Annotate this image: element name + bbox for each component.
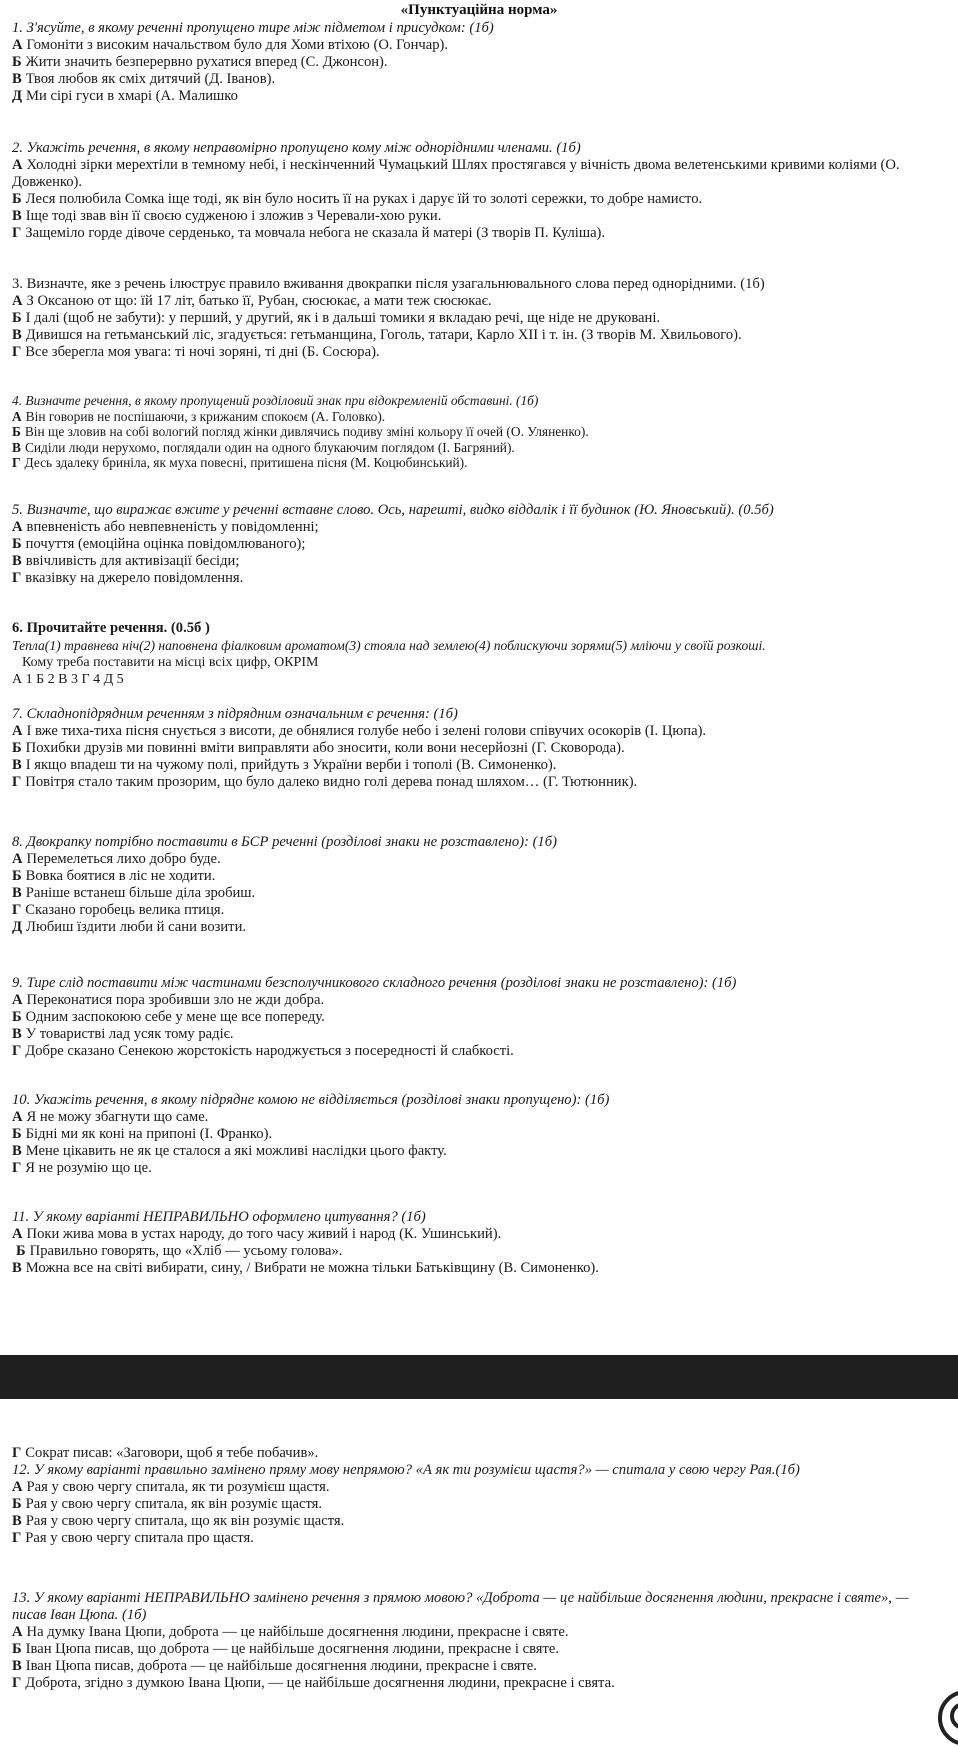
option-a: А Я не можу збагнути що саме.	[12, 1109, 209, 1125]
option-d: Д Ми сірі гуси в хмарі (А. Малишко	[12, 88, 238, 104]
question-1	[12, 20, 942, 105]
option-a: А Перемелеться лихо добро буде.	[12, 851, 221, 867]
floating-action-icon[interactable]	[938, 1690, 958, 1746]
option-a: А Він говорив не поспішаючи, з крижаним спокоєм (А. Головко).	[12, 408, 386, 424]
option-c: В Рая у свою чергу спитала, що як він розуміє щастя.	[12, 1513, 345, 1529]
option-b: Б Правильно говорять, що «Хліб — усьому голова».	[16, 1243, 343, 1259]
question-4	[12, 393, 942, 471]
question-text: 9. Тире слід поставити між частинами безсполучникового складного речення (розділові знаки не розставлено): (1б)	[12, 975, 737, 991]
option-c: В У товаристві лад усяк тому радіє.	[12, 1026, 234, 1042]
page-break-divider	[0, 1355, 958, 1399]
question-7	[12, 706, 942, 791]
option-b: Б Вовка боятися в ліс не ходити.	[12, 868, 216, 884]
option-b: Б Похибки друзів ми повинні вміти виправляти або зносити, коли вони несерйозні (Г. Сковорода).	[12, 740, 625, 756]
question-2	[12, 140, 942, 242]
option-d: Г Повітря стало таким прозорим, що було далеко видно голі дерева понад шляхом… (Г. Тютюнник).	[12, 774, 638, 790]
option-b: Б Він ще зловив на собі вологий погляд жінки дивлячись подиву зміні кольору її очей (О. Уляненко).	[12, 424, 589, 439]
option-c: В Можна все на світі вибирати, сину, / Вибрати не можна тільки Батьківщину (В. Симоненко).	[12, 1260, 599, 1276]
question-text: 3. Визначте, яке з речень ілюструє правило вживання двокрапки після узагальнювального слова перед однорідними. (1б)	[12, 276, 765, 292]
option-b: Б Жити значить безперервно рухатися вперед (С. Джонсон).	[12, 54, 388, 70]
question-text: 8. Двокрапку потрібно поставити в БСР реченні (розділові знаки не розставлено): (1б)	[12, 834, 557, 850]
question-11-continued	[12, 1445, 942, 1462]
option-b: Б І далі (щоб не забути): у перший, у другий, як і в дальші томики я вкладаю речі, ще ніде не друковані.	[12, 310, 661, 326]
question-11	[12, 1209, 942, 1277]
option-d: Г Я не розумію що це.	[12, 1160, 152, 1176]
answer-choices: А 1 Б 2 В 3 Г 4 Д 5	[12, 672, 124, 687]
option-c: В Іще тоді звав він її своєю судженою і зложив з Черевали-хою руки.	[12, 208, 442, 224]
question-text: 7. Складнопідрядним реченням з підрядним означальним є речення: (1б)	[12, 706, 458, 722]
option-b: Б почуття (емоційна оцінка повідомлюваного);	[12, 536, 306, 552]
option-a: А З Оксаною от що: їй 17 літ, батько її, Рубан, сюсюкає, а мати теж сюсюкає.	[12, 293, 492, 309]
option-d: Г Добре сказано Сенекою жорстокість народжується з посередності й слабкості.	[12, 1043, 514, 1059]
question-text: 12. У якому варіанті правильно замінено пряму мову непрямою? «А як ти розумієш щастя?» — спитала у свою чергу Рая.(1б)	[12, 1462, 800, 1478]
option-c: В Іван Цюпа писав, доброта — це найбільше досягнення людини, прекрасне і святе.	[12, 1658, 537, 1674]
option-c: В І якщо впадеш ти на чужому полі, прийдуть з України верби і тополі (В. Симоненко).	[12, 757, 557, 773]
question-text: 13. У якому варіанті НЕПРАВИЛЬНО замінено речення з прямою мовою? «Доброта — це найбільше досягнення людини, прекрасне і святе», — писав Іван Цюпа. (1б)	[12, 1590, 909, 1623]
question-prompt: Кому треба поставити на місці всіх цифр, ОКРІМ	[22, 655, 319, 670]
option-a: А Рая у свою чергу спитала, як ти розумієш щастя.	[12, 1479, 330, 1495]
option-a: А На думку Івана Цюпи, доброта — це найбільше досягнення людини, прекрасне і святе.	[12, 1624, 569, 1640]
question-text: 2. Укажіть речення, в якому неправомірно пропущено кому між однорідними членами. (1б)	[12, 140, 581, 156]
question-sentence: Тепла(1) травнева ніч(2) наповнена фіалковим ароматом(3) стояла над землею(4) поблискуючи зорями(5) мліючи у своїй розкоші.	[12, 638, 766, 653]
question-text: 10. Укажіть речення, в якому підрядне комою не відділяється (розділові знаки пропущено): (1б)	[12, 1092, 610, 1108]
question-text: 4. Визначте речення, в якому пропущений розділовий знак при відокремленій обставині. (1б)	[12, 393, 539, 408]
option-d: Г Сократ писав: «Заговори, щоб я тебе побачив».	[12, 1445, 319, 1461]
option-c: В Мене цікавить не як це сталося а які можливі наслідки цього факту.	[12, 1143, 447, 1159]
option-d: Г Сказано горобець велика птиця.	[12, 902, 225, 918]
option-a: А І вже тиха-тиха пісня снується з висоти, де обнялися голубе небо і зелені голови співучих осокорів (І. Цюпа).	[12, 723, 707, 739]
option-a: А Холодні зірки мерехтіли в темному небі, і нескінченний Чумацький Шлях простягався у вічність двома велетенськими кривими коліями (О. Довженко).	[12, 157, 900, 190]
option-d: Г вказівку на джерело повідомлення.	[12, 570, 244, 586]
question-text: 1. З'ясуйте, в якому реченні пропущено тире між підметом і присудком: (1б)	[12, 20, 494, 36]
option-d: Г Рая у свою чергу спитала про щастя.	[12, 1530, 254, 1546]
option-c: В ввічливість для активізації бесіди;	[12, 553, 240, 569]
option-c: В Твоя любов як сміх дитячий (Д. Іванов).	[12, 71, 276, 87]
question-8	[12, 834, 942, 936]
question-text: 5. Визначте, що виражає вжите у реченні вставне слово. Ось, нарешті, видко віддалік і її будинок (Ю. Яновський). (0.5б)	[12, 502, 774, 518]
question-5	[12, 502, 942, 587]
option-c: В Раніше встанеш більше діла зробиш.	[12, 885, 256, 901]
question-text: 6. Прочитайте речення. (0.5б )	[12, 620, 210, 636]
option-b: Б Леся полюбила Сомка іще тоді, як він було носить її на руках і дарує їй то золоті сережки, то добре намисто.	[12, 191, 703, 207]
circle-icon	[950, 1702, 958, 1730]
option-b: Б Одним заспокоюю себе у мене ще все попереду.	[12, 1009, 325, 1025]
option-c: В Дивишся на гетьманський ліс, згадується: гетьманщина, Гоголь, татари, Карло XII і т. ін. (З творів М. Хвильового).	[12, 327, 742, 343]
option-b: Б Бідні ми як коні на припоні (І. Франко).	[12, 1126, 273, 1142]
option-b: Б Іван Цюпа писав, що доброта — це найбільше досягнення людини, прекрасне і святе.	[12, 1641, 560, 1657]
question-text: 11. У якому варіанті НЕПРАВИЛЬНО оформлено цитування? (1б)	[12, 1209, 426, 1225]
option-a: А Поки жива мова в устах народу, до того часу живий і народ (К. Ушинський).	[12, 1226, 502, 1242]
question-9	[12, 975, 942, 1060]
option-b: Б Рая у свою чергу спитала, як він розуміє щастя.	[12, 1496, 322, 1512]
question-10	[12, 1092, 942, 1177]
question-12	[12, 1462, 942, 1547]
option-a: А Переконатися пора зробивши зло не жди добра.	[12, 992, 325, 1008]
option-d: Г Доброта, згідно з думкою Івана Цюпи, — це найбільше досягнення людини, прекрасне і свята.	[12, 1675, 615, 1691]
page-title: «Пунктуаційна норма»	[400, 2, 558, 18]
option-e: Д Любиш їздити люби й сани возити.	[12, 919, 247, 935]
option-d: Г Десь здалеку бриніла, як муха повесні, притишена пісня (М. Коцюбинський).	[12, 455, 468, 470]
question-6	[12, 620, 942, 688]
option-a: А впевненість або невпевненість у повідомленні;	[12, 519, 319, 535]
option-d: Г Защеміло горде дівоче серденько, та мовчала небога не сказала й матері (З творів П. Куліша).	[12, 225, 606, 241]
option-d: Г Все зберегла моя увага: ті ночі зоряні, ті дні (Б. Сосюра).	[12, 344, 380, 360]
question-13	[12, 1590, 942, 1692]
question-3	[12, 276, 942, 361]
option-a: А Гомоніти з високим начальством було для Хоми втіхою (О. Гончар).	[12, 37, 449, 53]
option-c: В Сиділи люди нерухомо, поглядали один на одного блукаючим поглядом (І. Багряний).	[12, 439, 515, 455]
